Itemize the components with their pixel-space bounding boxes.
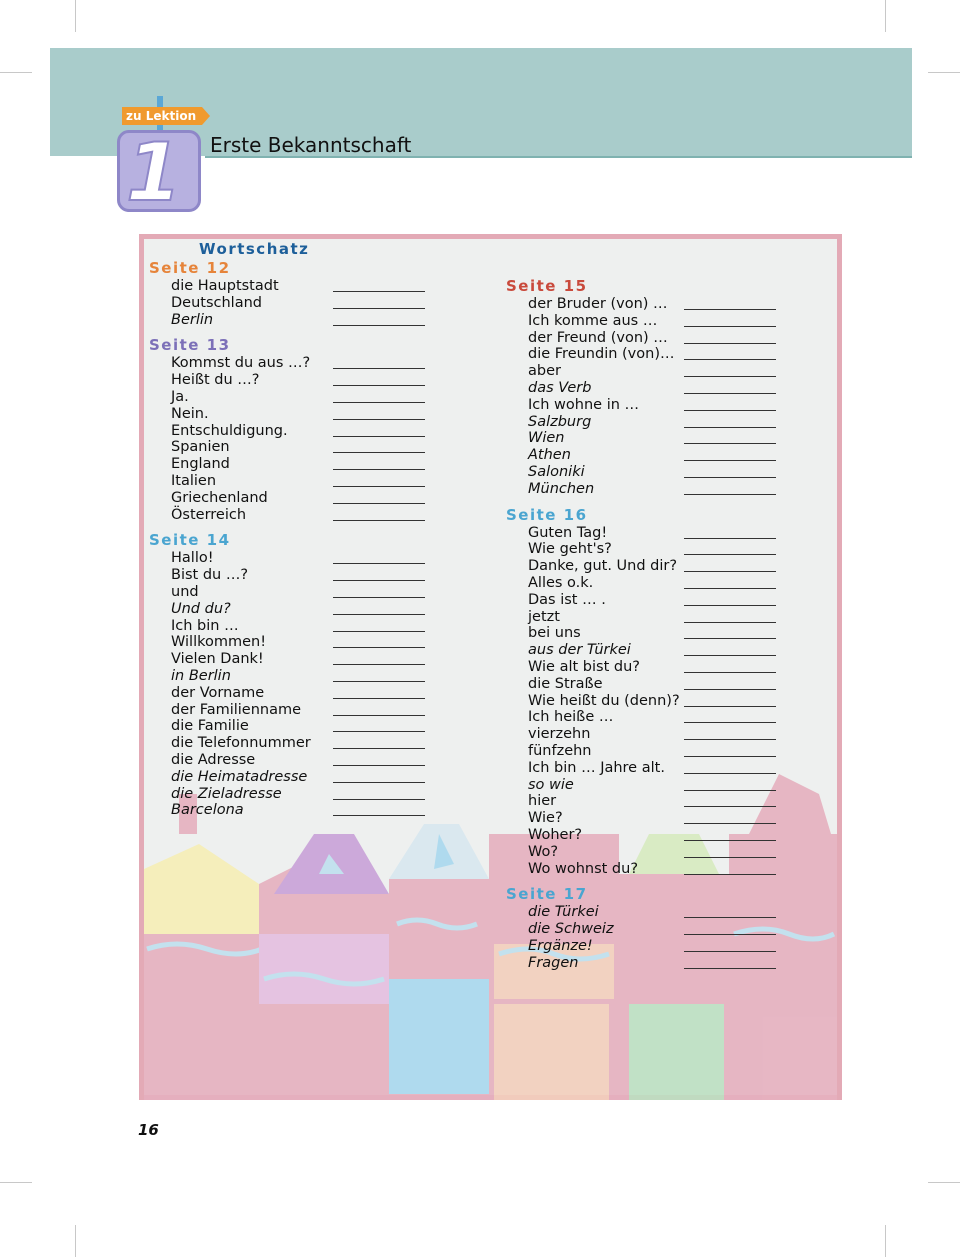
- vocab-row: [149, 601, 439, 618]
- vocab-row: [506, 380, 796, 397]
- vocab-row: [149, 769, 439, 786]
- vocab-word: vierzehn: [528, 726, 591, 743]
- vocab-row: [506, 904, 796, 921]
- answer-blank[interactable]: [684, 917, 776, 918]
- vocab-row: [149, 423, 439, 440]
- vocab-word: Ergänze!: [528, 937, 593, 954]
- vocab-row: [506, 296, 796, 313]
- answer-blank[interactable]: [333, 520, 425, 521]
- vocab-row: [506, 397, 796, 414]
- crop-mark: [928, 72, 960, 73]
- lesson-tab: zu Lektion: [122, 107, 202, 125]
- vocab-word: England: [171, 456, 230, 473]
- answer-blank[interactable]: [333, 368, 425, 369]
- vocab-word: Salzburg: [528, 413, 592, 430]
- vocab-word: Ja.: [171, 388, 189, 405]
- answer-blank[interactable]: [684, 410, 776, 411]
- vocab-row: [149, 634, 439, 651]
- vocab-row: [149, 456, 439, 473]
- answer-blank[interactable]: [684, 857, 776, 858]
- answer-blank[interactable]: [684, 343, 776, 344]
- vocab-row: [506, 760, 796, 777]
- vocab-word: Spanien: [171, 439, 230, 456]
- vocab-row: [149, 507, 439, 524]
- vocab-row: [506, 827, 796, 844]
- vocab-word: der Bruder (von) …: [528, 296, 668, 312]
- answer-blank[interactable]: [333, 436, 425, 437]
- answer-blank[interactable]: [333, 419, 425, 420]
- answer-blank[interactable]: [684, 806, 776, 807]
- answer-blank[interactable]: [333, 469, 425, 470]
- vocab-word: Österreich: [171, 506, 247, 523]
- vocab-word: Heißt du …?: [171, 372, 260, 389]
- vocab-word: Das ist … .: [528, 591, 606, 608]
- vocab-row: [506, 921, 796, 938]
- vocab-word: bei uns: [528, 625, 581, 642]
- vocab-column-left: [149, 240, 439, 819]
- answer-blank[interactable]: [684, 840, 776, 841]
- section-heading: Seite 16: [506, 505, 588, 524]
- vocab-row: [149, 295, 439, 312]
- page-title: Erste Bekanntschaft: [210, 133, 412, 157]
- vocab-row: [149, 312, 439, 329]
- section-heading: Seite 17: [506, 885, 588, 904]
- vocab-word: Fragen: [528, 954, 579, 971]
- vocab-word: Deutschland: [171, 294, 262, 311]
- vocab-word: Athen: [528, 447, 571, 464]
- vocab-word: und: [171, 583, 199, 600]
- answer-blank[interactable]: [684, 554, 776, 555]
- vocab-list-left: [149, 259, 439, 819]
- lesson-number: 1: [126, 126, 182, 219]
- vocab-row: [149, 439, 439, 456]
- vocab-word: die Heimatadresse: [171, 768, 308, 785]
- vocab-row: [506, 330, 796, 347]
- vocab-word: Ich bin …: [171, 617, 239, 634]
- vocab-word: Vielen Dank!: [171, 651, 264, 668]
- answer-blank[interactable]: [333, 308, 425, 309]
- vocab-row: [506, 363, 796, 380]
- answer-blank[interactable]: [684, 874, 776, 875]
- vocab-word: aus der Türkei: [528, 642, 631, 659]
- answer-blank[interactable]: [684, 934, 776, 935]
- answer-blank[interactable]: [333, 782, 425, 783]
- vocab-row: [506, 777, 796, 794]
- vocab-row: [149, 718, 439, 735]
- page-number: 16: [138, 1121, 159, 1139]
- vocab-word: die Schweiz: [528, 921, 614, 938]
- crop-mark: [0, 72, 32, 73]
- vocab-word: Guten Tag!: [528, 524, 608, 541]
- answer-blank[interactable]: [684, 588, 776, 589]
- vocab-word: in Berlin: [171, 667, 231, 684]
- vocab-row: [149, 618, 439, 635]
- answer-blank[interactable]: [333, 715, 425, 716]
- answer-blank[interactable]: [684, 460, 776, 461]
- crop-mark: [75, 1225, 76, 1257]
- vocab-word: Bist du …?: [171, 567, 249, 584]
- vocab-word: der Familienname: [171, 701, 302, 718]
- vocab-word: Ich wohne in …: [528, 396, 640, 413]
- vocab-row: [149, 567, 439, 584]
- vocab-row: [506, 558, 796, 575]
- vocab-word: der Freund (von) …: [528, 329, 668, 346]
- answer-blank[interactable]: [333, 731, 425, 732]
- vocab-word: die Familie: [171, 718, 249, 735]
- vocab-row: [149, 278, 439, 295]
- answer-blank[interactable]: [333, 503, 425, 504]
- vocab-word: Italien: [171, 472, 217, 489]
- answer-blank[interactable]: [333, 614, 425, 615]
- answer-blank[interactable]: [684, 756, 776, 757]
- vocab-word: Ich heiße …: [528, 709, 614, 726]
- vocab-word: Danke, gut. Und dir?: [528, 558, 678, 575]
- vocab-row: [506, 609, 796, 626]
- section-heading: Seite 13: [149, 336, 231, 355]
- answer-blank[interactable]: [684, 739, 776, 740]
- vocab-row: [149, 651, 439, 668]
- vocab-word: Nein.: [171, 405, 209, 422]
- vocab-word: Wo wohnst du?: [528, 860, 639, 877]
- answer-blank[interactable]: [333, 765, 425, 766]
- answer-blank[interactable]: [333, 815, 425, 816]
- vocab-row: [506, 541, 796, 558]
- vocab-row: [506, 743, 796, 760]
- crop-mark: [885, 0, 886, 32]
- answer-blank[interactable]: [684, 722, 776, 723]
- answer-blank[interactable]: [684, 622, 776, 623]
- vocab-row: [506, 676, 796, 693]
- answer-blank[interactable]: [333, 325, 425, 326]
- vocab-row: [506, 726, 796, 743]
- vocab-row: [149, 550, 439, 567]
- vocab-row: [506, 525, 796, 542]
- vocab-word: die Adresse: [171, 751, 256, 768]
- vocab-word: hier: [528, 793, 557, 810]
- vocab-row: [506, 481, 796, 498]
- vocab-word: Griechenland: [171, 489, 268, 506]
- vocab-row: [506, 844, 796, 861]
- answer-blank[interactable]: [333, 597, 425, 598]
- crop-mark: [75, 0, 76, 32]
- answer-blank[interactable]: [333, 402, 425, 403]
- vocab-word: Ich bin … Jahre alt.: [528, 759, 665, 776]
- vocab-word: die Straße: [528, 675, 603, 692]
- vocab-row: [149, 685, 439, 702]
- vocab-word: Und du?: [171, 600, 231, 617]
- answer-blank[interactable]: [684, 968, 776, 969]
- vocab-word: Wo?: [528, 843, 559, 860]
- answer-blank[interactable]: [684, 309, 776, 310]
- answer-blank[interactable]: [684, 494, 776, 495]
- answer-blank[interactable]: [333, 664, 425, 665]
- vocab-word: Alles o.k.: [528, 574, 594, 591]
- vocab-list-right: [506, 277, 796, 971]
- vocab-row: [149, 702, 439, 719]
- answer-blank[interactable]: [684, 571, 776, 572]
- vocab-row: [149, 389, 439, 406]
- vocab-word: so wie: [528, 776, 574, 793]
- vocab-row: [506, 430, 796, 447]
- answer-blank[interactable]: [684, 823, 776, 824]
- answer-blank[interactable]: [684, 773, 776, 774]
- vocab-heading: Wortschatz: [199, 240, 310, 258]
- crop-mark: [885, 1225, 886, 1257]
- answer-blank[interactable]: [684, 951, 776, 952]
- answer-blank[interactable]: [684, 538, 776, 539]
- vocab-row: [506, 938, 796, 955]
- vocab-word: Saloniki: [528, 463, 585, 480]
- answer-blank[interactable]: [684, 672, 776, 673]
- vocab-row: [506, 861, 796, 878]
- vocab-word: Kommst du aus …?: [171, 355, 311, 372]
- answer-blank[interactable]: [684, 359, 776, 360]
- vocab-word: jetzt: [528, 608, 560, 625]
- answer-blank[interactable]: [333, 563, 425, 564]
- vocab-word: Ich komme aus …: [528, 312, 658, 329]
- vocab-column-right: [506, 277, 796, 971]
- vocab-row: [149, 355, 439, 372]
- vocab-row: [506, 447, 796, 464]
- vocab-word: Woher?: [528, 826, 583, 843]
- vocab-word: München: [528, 480, 595, 497]
- vocab-row: [506, 693, 796, 710]
- vocab-row: [506, 346, 796, 363]
- answer-blank[interactable]: [333, 452, 425, 453]
- answer-blank[interactable]: [684, 477, 776, 478]
- answer-blank[interactable]: [684, 638, 776, 639]
- lesson-number-box: [117, 126, 201, 219]
- vocab-word: Wie geht's?: [528, 541, 612, 558]
- answer-blank[interactable]: [333, 486, 425, 487]
- vocab-word: Wien: [528, 430, 565, 447]
- vocab-word: Willkommen!: [171, 634, 267, 651]
- answer-blank[interactable]: [333, 385, 425, 386]
- crop-mark: [0, 1182, 32, 1183]
- answer-blank[interactable]: [333, 748, 425, 749]
- vocab-row: [506, 575, 796, 592]
- vocab-row: [149, 490, 439, 507]
- vocab-row: [149, 802, 439, 819]
- vocab-word: fünfzehn: [528, 742, 592, 759]
- vocab-row: [149, 735, 439, 752]
- answer-blank[interactable]: [684, 655, 776, 656]
- answer-blank[interactable]: [684, 706, 776, 707]
- vocab-word: das Verb: [528, 379, 592, 396]
- vocab-row: [506, 659, 796, 676]
- answer-blank[interactable]: [333, 580, 425, 581]
- vocab-word: Wie?: [528, 810, 563, 827]
- section-heading: Seite 15: [506, 277, 588, 295]
- vocab-row: [506, 709, 796, 726]
- answer-blank[interactable]: [333, 631, 425, 632]
- vocab-row: [506, 414, 796, 431]
- answer-blank[interactable]: [684, 689, 776, 690]
- vocab-row: [506, 810, 796, 827]
- vocab-word: Wie heißt du (denn)?: [528, 692, 680, 709]
- answer-blank[interactable]: [684, 443, 776, 444]
- vocab-word: die Freundin (von)…: [528, 346, 675, 363]
- vocab-row: [149, 584, 439, 601]
- vocab-row: [506, 955, 796, 972]
- vocab-word: die Zieladresse: [171, 785, 282, 802]
- answer-blank[interactable]: [684, 790, 776, 791]
- vocab-word: Berlin: [171, 311, 214, 328]
- answer-blank[interactable]: [333, 681, 425, 682]
- answer-blank[interactable]: [684, 376, 776, 377]
- answer-blank[interactable]: [684, 605, 776, 606]
- crop-mark: [928, 1182, 960, 1183]
- vocab-row: [149, 668, 439, 685]
- vocab-row: [149, 752, 439, 769]
- vocab-row: [506, 592, 796, 609]
- section-heading: Seite 14: [149, 531, 231, 550]
- vocab-row: [149, 372, 439, 389]
- answer-blank[interactable]: [684, 326, 776, 327]
- vocab-word: Hallo!: [171, 550, 214, 567]
- vocab-word: die Telefonnummer: [171, 735, 311, 752]
- answer-blank[interactable]: [684, 393, 776, 394]
- vocab-word: Wie alt bist du?: [528, 658, 640, 675]
- vocab-word: Barcelona: [171, 802, 244, 819]
- vocab-row: [149, 786, 439, 803]
- vocab-row: [506, 793, 796, 810]
- answer-blank[interactable]: [333, 291, 425, 292]
- section-heading: Seite 12: [149, 259, 231, 277]
- vocab-row: [149, 406, 439, 423]
- vocab-word: die Türkei: [528, 904, 599, 921]
- vocab-row: [506, 464, 796, 481]
- answer-blank[interactable]: [684, 427, 776, 428]
- vocab-word: aber: [528, 363, 561, 380]
- vocab-word: Entschuldigung.: [171, 422, 288, 439]
- answer-blank[interactable]: [333, 799, 425, 800]
- vocab-row: [149, 473, 439, 490]
- vocab-word: der Vorname: [171, 684, 265, 701]
- answer-blank[interactable]: [333, 647, 425, 648]
- vocab-row: [506, 642, 796, 659]
- vocab-row: [506, 313, 796, 330]
- vocab-word: die Hauptstadt: [171, 278, 279, 294]
- vocab-row: [506, 625, 796, 642]
- answer-blank[interactable]: [333, 698, 425, 699]
